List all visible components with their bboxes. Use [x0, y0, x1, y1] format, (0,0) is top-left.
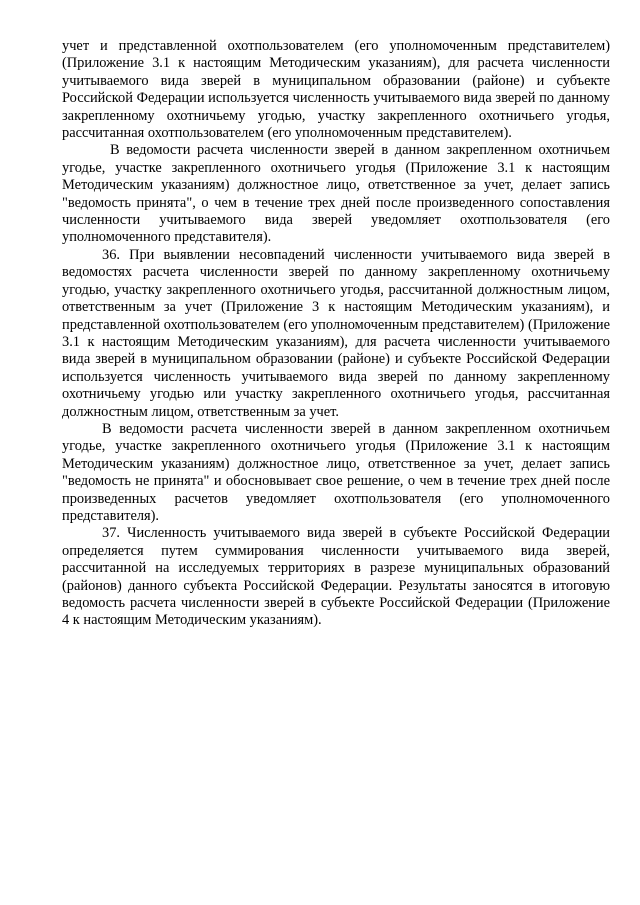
paragraph-statement-not-accepted: В ведомости расчета численности зверей в данном закрепленном охотничьем угодье, участке закрепленного охотничьего угодья (Приложение 3.1 к настоящим Методическим указаниям) должностное лицо, ответственное за учет, делает запись "ведомость не принята" и обосновывает свое решение, о чем в течение трех дней после произведенных расчетов уведомляет охотпользователя (его уполномоченного представителя). [62, 420, 610, 524]
paragraph-item-37: 37. Численность учитываемого вида зверей в субъекте Российской Федерации определяется путем суммирования численности учитываемого вида зверей, рассчитанной на исследуемых территориях в разрезе муниципальных образований (районов) данного субъекта Российской Федерации. Результаты заносятся в итоговую ведомость расчета численности зверей в субъекте Российской Федерации (Приложение 4 к настоящим Методическим указаниям). [62, 525, 610, 629]
paragraph-statement-accepted: В ведомости расчета численности зверей в данном закрепленном охотничьем угодье, участке закрепленного охотничьего угодья (Приложение 3.1 к настоящим Методическим указаниям) должностное лицо, ответственное за учет, делает запись "ведомость принята", о чем в течение трех дней после произведенного сопоставления численности учитываемого вида зверей уведомляет охотпользователя (его уполномоченного представителя). [62, 142, 610, 246]
paragraph-continuation: учет и представленной охотпользователем (его уполномоченным представителем) (Приложение 3.1 к настоящим Методическим указаниям), для расчета численности учитываемого вида зверей в муниципальном образовании (районе) и субъекте Российской Федерации используется численность учитываемого вида зверей по данному закрепленному охотничьему угодью, участку закрепленного охотничьего угодья, рассчитанная охотпользователем (его уполномоченным представителем). [62, 38, 610, 142]
document-page [62, 38, 610, 630]
paragraph-item-36: 36. При выявлении несовпадений численности учитываемого вида зверей в ведомостях расчета численности зверей по данному закрепленному охотничьему угодью, участку закрепленного охотничьего угодья, рассчитанной должностным лицом, ответственным за учет (Приложение 3 к настоящим Методическим указаниям), и представленной охотпользователем (его уполномоченным представителем) (Приложение 3.1 к настоящим Методическим указаниям), для расчета численности учитываемого вида зверей в муниципальном образовании (районе) и субъекте Российской Федерации используется численность учитываемого вида зверей по данному закрепленному охотничьему угодью или участку закрепленного охотничьего угодья, рассчитанная должностным лицом, ответственным за учет. [62, 246, 610, 420]
